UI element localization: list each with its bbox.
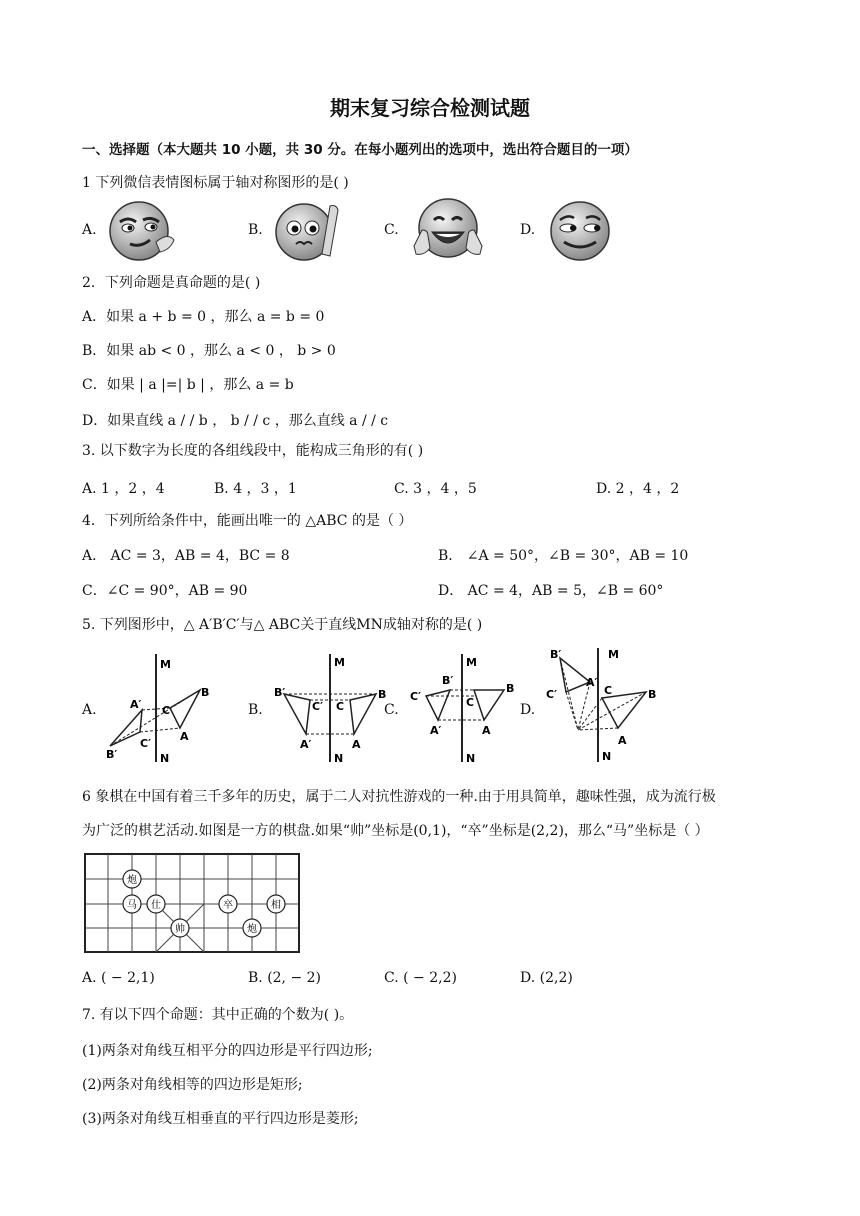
q4-option-a[interactable]: A． AC = 3，AB = 4，BC = 8 bbox=[82, 548, 290, 564]
q6-option-c[interactable]: C. ( − 2,2) bbox=[384, 970, 457, 986]
fig-d-label: A′ bbox=[586, 676, 598, 689]
fig-a-label: B′ bbox=[106, 748, 118, 761]
q1-option-d[interactable]: D. bbox=[520, 222, 536, 238]
q4-option-c[interactable]: C．∠C = 90°，AB = 90 bbox=[82, 583, 248, 599]
q6-option-a[interactable]: A. ( − 2,1) bbox=[82, 970, 155, 986]
fig-a-label: A′ bbox=[130, 698, 142, 711]
q2-stem: 2．下列命题是真命题的是( ) bbox=[82, 275, 261, 291]
fig-d-label: C bbox=[604, 684, 613, 697]
fig-a-label: B bbox=[201, 686, 210, 699]
q3-stem: 3. 以下数字为长度的各组线段中，能构成三角形的有( ) bbox=[82, 443, 424, 459]
q1-stem: 1 下列微信表情图标属于轴对称图形的是( ) bbox=[82, 175, 349, 191]
figure-d bbox=[542, 642, 672, 766]
fig-c-label: C bbox=[466, 696, 475, 709]
q2-option-a[interactable]: A．如果 a + b = 0 ，那么 a = b = 0 bbox=[82, 309, 325, 325]
q5-option-a[interactable]: A. bbox=[82, 702, 97, 718]
q5-stem: 5. 下列图形中，△ A′B′C′与△ ABC关于直线MN成轴对称的是( ) bbox=[82, 617, 483, 633]
fig-d-label: N bbox=[602, 750, 612, 763]
q5-option-b[interactable]: B. bbox=[248, 702, 263, 718]
fig-c-label: A′ bbox=[430, 724, 442, 737]
page-title: 期末复习综合检测试题 bbox=[330, 96, 530, 120]
q7-item-1: (1)两条对角线互相平分的四边形是平行四边形; bbox=[82, 1043, 373, 1059]
fig-a-label: A bbox=[180, 730, 189, 743]
laughing-emoji-icon bbox=[410, 196, 486, 266]
chess-piece-ma: 马 bbox=[127, 900, 137, 911]
q2-option-c[interactable]: C．如果 | a |=| b | ，那么 a = b bbox=[82, 377, 294, 393]
q5-option-c[interactable]: C. bbox=[384, 702, 399, 718]
q3-option-d[interactable]: D. 2 ，4 ，2 bbox=[596, 481, 680, 497]
fig-d-label: C′ bbox=[546, 688, 557, 701]
q6-option-b[interactable]: B. (2, − 2) bbox=[248, 970, 322, 986]
fig-a-label: C bbox=[162, 704, 171, 717]
shy-emoji-icon bbox=[272, 198, 344, 264]
section-heading: 一、选择题（本大题共 10 小题，共 30 分。在每小题列出的选项中，选出符合题目的一项） bbox=[82, 142, 638, 158]
smirk-emoji-icon bbox=[106, 198, 178, 264]
fig-b-label: A′ bbox=[300, 738, 312, 751]
q1-option-b[interactable]: B. bbox=[248, 222, 263, 238]
chess-piece-pao: 炮 bbox=[127, 875, 137, 886]
chess-piece-zu: 卒 bbox=[223, 900, 233, 911]
q6-stem-line2: 为广泛的棋艺活动.如图是一方的棋盘.如果“帅”坐标是(0,1)，“卒”坐标是(2,2)，那么“马”坐标是（ ） bbox=[82, 823, 709, 839]
fig-a-label: N bbox=[160, 752, 170, 765]
fig-d-label: A bbox=[618, 734, 627, 747]
fig-c-label: A bbox=[482, 724, 491, 737]
figure-a bbox=[100, 650, 220, 766]
q1-option-a[interactable]: A. bbox=[82, 222, 97, 238]
fig-c-label: N bbox=[466, 752, 476, 765]
fig-b-label: B bbox=[378, 688, 387, 701]
fig-c-label: B bbox=[506, 682, 515, 695]
fig-a-label: M bbox=[160, 658, 171, 671]
figure-b bbox=[270, 650, 390, 766]
chess-piece-shi: 仕 bbox=[151, 900, 161, 911]
q3-option-a[interactable]: A. 1 ，2 ，4 bbox=[82, 481, 165, 497]
q7-stem: 7. 有以下四个命题：其中正确的个数为( )。 bbox=[82, 1007, 354, 1023]
fig-b-label: A bbox=[352, 738, 361, 751]
chess-piece-xiang: 相 bbox=[271, 900, 281, 911]
fig-d-label: M bbox=[608, 648, 619, 661]
q7-item-3: (3)两条对角线互相垂直的平行四边形是菱形; bbox=[82, 1111, 359, 1127]
chess-piece-pao-2: 炮 bbox=[247, 924, 257, 935]
fig-b-label: C bbox=[336, 700, 345, 713]
q5-option-d[interactable]: D. bbox=[520, 702, 536, 718]
q2-option-d[interactable]: D．如果直线 a / / b ， b / / c ，那么直线 a / / c bbox=[82, 413, 389, 429]
fig-b-label: M bbox=[334, 656, 345, 669]
q3-option-c[interactable]: C. 3 ，4 ，5 bbox=[394, 481, 477, 497]
q6-option-d[interactable]: D. (2,2) bbox=[520, 970, 573, 986]
chess-piece-shuai: 帅 bbox=[175, 924, 185, 935]
fig-b-label: N bbox=[334, 752, 344, 765]
q1-option-c[interactable]: C. bbox=[384, 222, 399, 238]
fig-b-label: C′ bbox=[312, 700, 323, 713]
chess-board bbox=[84, 853, 300, 953]
figure-c bbox=[406, 650, 526, 766]
sly-smile-emoji-icon bbox=[546, 198, 614, 264]
q4-option-d[interactable]: D． AC = 4，AB = 5，∠B = 60° bbox=[438, 583, 664, 599]
fig-b-label: B′ bbox=[274, 686, 286, 699]
fig-d-label: B′ bbox=[550, 648, 562, 661]
fig-c-label: C′ bbox=[410, 690, 421, 703]
q4-option-b[interactable]: B． ∠A = 50°，∠B = 30°，AB = 10 bbox=[438, 548, 689, 564]
q2-option-b[interactable]: B．如果 ab < 0 ，那么 a < 0 ， b > 0 bbox=[82, 343, 336, 359]
q3-option-b[interactable]: B. 4 ，3 ，1 bbox=[214, 481, 297, 497]
q6-stem-line1: 6 象棋在中国有着三千多年的历史，属于二人对抗性游戏的一种.由于用具简单，趣味性强，成为流行极 bbox=[82, 789, 716, 805]
fig-d-label: B bbox=[648, 688, 657, 701]
fig-c-label: M bbox=[466, 656, 477, 669]
fig-c-label: B′ bbox=[442, 674, 454, 687]
q7-item-2: (2)两条对角线相等的四边形是矩形; bbox=[82, 1077, 303, 1093]
fig-a-label: C′ bbox=[140, 737, 151, 750]
q4-stem: 4．下列所给条件中，能画出唯一的 △ABC 的是（ ） bbox=[82, 513, 413, 529]
